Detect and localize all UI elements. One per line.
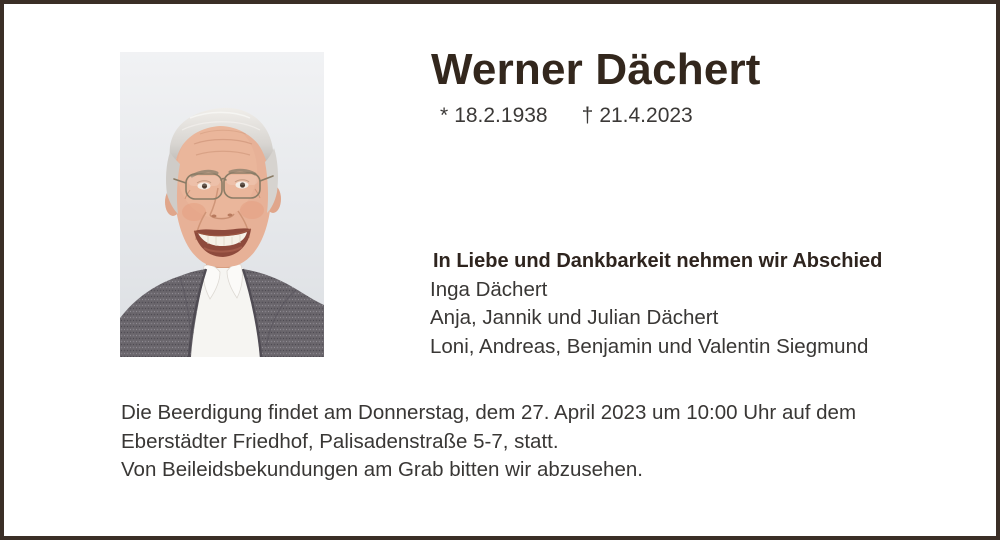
farewell-heading: In Liebe und Dankbarkeit nehmen wir Abschied	[433, 250, 883, 272]
mourner-line: Inga Dächert	[430, 278, 548, 301]
funeral-information	[121, 399, 856, 485]
portrait-photo	[120, 52, 324, 357]
death-date-value: 21.4.2023	[599, 104, 693, 127]
death-cross-symbol: †	[581, 104, 594, 127]
mourner-line: Loni, Andreas, Benjamin und Valentin Siegmund	[430, 334, 869, 358]
life-dates	[440, 103, 693, 129]
birth-date	[440, 104, 548, 127]
funeral-line: Die Beerdigung findet am Donnerstag, dem 27. April 2023 um 10:00 Uhr auf dem	[121, 401, 857, 424]
mourners-list	[430, 276, 868, 361]
death-date	[582, 104, 693, 127]
deceased-name: Werner Dächert	[431, 45, 761, 94]
birth-star-symbol: *	[440, 104, 449, 127]
funeral-line: Eberstädter Friedhof, Palisadenstraße 5-7, statt.	[121, 429, 559, 453]
funeral-line: Von Beileidsbekundungen am Grab bitten wir abzusehen.	[121, 458, 643, 482]
birth-date-value: 18.2.1938	[454, 104, 548, 127]
portrait-photo-illustration	[120, 52, 324, 357]
mourner-line: Anja, Jannik und Julian Dächert	[430, 306, 719, 330]
